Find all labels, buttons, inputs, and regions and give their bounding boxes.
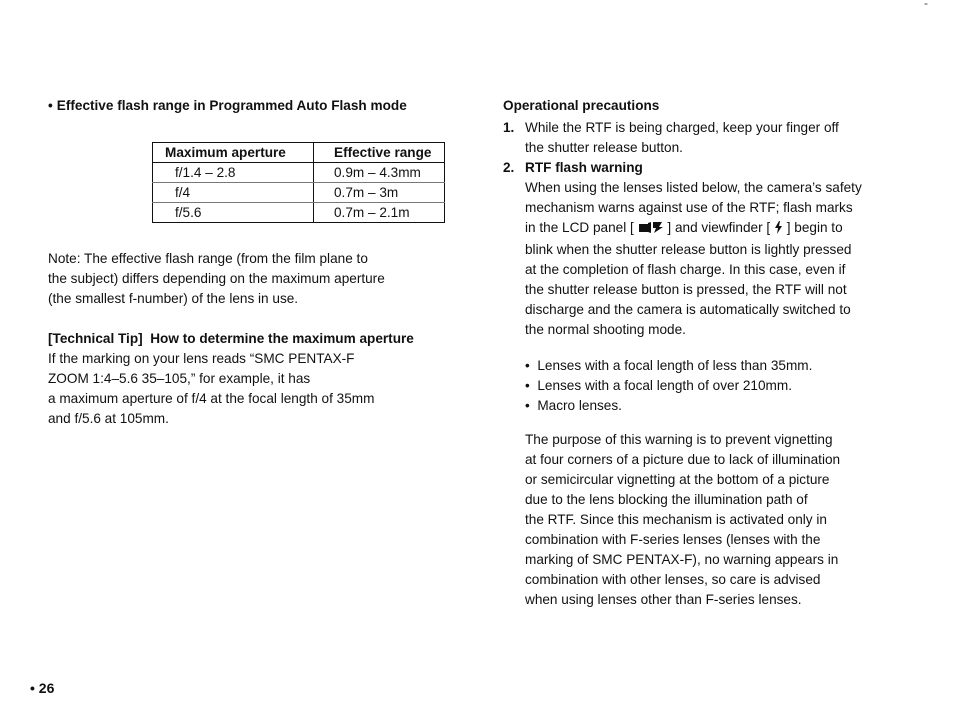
purpose-line: at four corners of a picture due to lack of illumination [525, 452, 841, 467]
bullet-icon: • [525, 398, 538, 413]
item-number: 1. [503, 120, 515, 135]
tip-line: a maximum aperture of f/4 at the focal length of 35mm [48, 391, 375, 406]
note-line [48, 249, 468, 269]
page-number-text: 26 [38, 680, 55, 696]
purpose-line: when using lenses other than F-series lenses. [525, 592, 802, 607]
item-line: mechanism warns against use of the RTF; flash marks [525, 200, 853, 215]
item-line: at the completion of flash charge. In this case, even if [525, 262, 846, 277]
lens-item-text: Lenses with a focal length of over 210mm. [537, 378, 792, 393]
table-cell-aperture: f/1.4 – 2.8 [153, 163, 314, 183]
tip-line: ZOOM 1:4–5.6 35–105,” for example, it has [48, 371, 311, 386]
item-line: the shutter release button is pressed, the RTF will not [525, 282, 847, 297]
table-cell-aperture: f/5.6 [153, 203, 314, 223]
lens-list [525, 356, 923, 416]
table-cell-aperture: f/4 [153, 183, 314, 203]
flash-range-heading [48, 96, 468, 116]
table-row [153, 203, 445, 223]
table-row [153, 163, 445, 183]
technical-tip [48, 329, 468, 429]
purpose-line: or semicircular vignetting at the bottom of a picture [525, 472, 830, 487]
lens-item-text: Macro lenses. [537, 398, 622, 413]
item-line-part: ] begin to [786, 220, 843, 235]
list-item [525, 356, 923, 376]
bullet-icon: • [48, 98, 53, 113]
note-line: the subject) differs depending on the maximum aperture [48, 271, 385, 286]
page-number [30, 680, 54, 696]
list-item [525, 396, 923, 416]
bullet-icon: • [525, 358, 538, 373]
bullet-icon: • [525, 378, 538, 393]
tip-line: If the marking on your lens reads “SMC PENTAX-F [48, 351, 355, 366]
tip-label: [Technical Tip] [48, 331, 143, 346]
left-column [48, 96, 468, 429]
item-line: the shutter release button. [525, 140, 683, 155]
list-item [525, 376, 923, 396]
item-line-part: in the LCD panel [ [525, 220, 634, 235]
note-label: Note [48, 251, 77, 266]
note-text: : The effective flash range (from the film plane to [76, 251, 368, 266]
table-header-row [153, 143, 445, 163]
purpose-line: due to the lens blocking the illumination path of [525, 492, 808, 507]
precautions-heading: Operational precautions [503, 98, 660, 113]
warning-title: RTF flash warning [525, 160, 643, 175]
purpose-paragraph [525, 430, 923, 610]
table-cell-range: 0.9m – 4.3mm [314, 163, 445, 183]
item-line: blink when the shutter release button is lightly pressed [525, 242, 852, 257]
purpose-line: marking of SMC PENTAX-F), no warning appears in [525, 552, 839, 567]
note-line: (the smallest f-number) of the lens in use. [48, 291, 299, 306]
purpose-line: combination with other lenses, so care is advised [525, 572, 821, 587]
lcd-flash-mark-icon [638, 220, 664, 240]
table-header-range: Effective range [314, 143, 445, 163]
table-cell-range: 0.7m – 2.1m [334, 205, 410, 220]
right-column [503, 96, 923, 610]
purpose-line: The purpose of this warning is to prevent vignetting [525, 432, 833, 447]
table-row [153, 183, 445, 203]
list-item [503, 158, 923, 340]
item-line [525, 218, 923, 240]
flash-range-table [152, 142, 445, 223]
purpose-line: combination with F-series lenses (lenses with the [525, 532, 821, 547]
item-line-part: ] and viewfinder [ [667, 220, 771, 235]
corner-mark: - [924, 0, 928, 10]
tip-heading [48, 329, 468, 349]
table-cell-range: 0.7m – 3m [314, 183, 445, 203]
note-paragraph [48, 249, 468, 309]
purpose-line: the RTF. Since this mechanism is activated only in [525, 512, 827, 527]
viewfinder-flash-icon [774, 220, 783, 240]
flash-range-heading-text: Effective flash range in Programmed Auto Flash mode [56, 98, 407, 113]
bullet-icon: • [30, 680, 39, 696]
tip-title: How to determine the maximum aperture [150, 331, 414, 346]
item-line: the normal shooting mode. [525, 322, 686, 337]
item-line: discharge and the camera is automatically switched to [525, 302, 851, 317]
precautions-list [503, 118, 923, 340]
item-number: 2. [503, 160, 515, 175]
item-line: When using the lenses listed below, the camera’s safety [525, 180, 862, 195]
lens-item-text: Lenses with a focal length of less than 35mm. [537, 358, 813, 373]
tip-line: and f/5.6 at 105mm. [48, 411, 169, 426]
table-header-aperture: Maximum aperture [153, 143, 314, 163]
item-line: While the RTF is being charged, keep your finger off [525, 120, 839, 135]
list-item [503, 118, 923, 158]
